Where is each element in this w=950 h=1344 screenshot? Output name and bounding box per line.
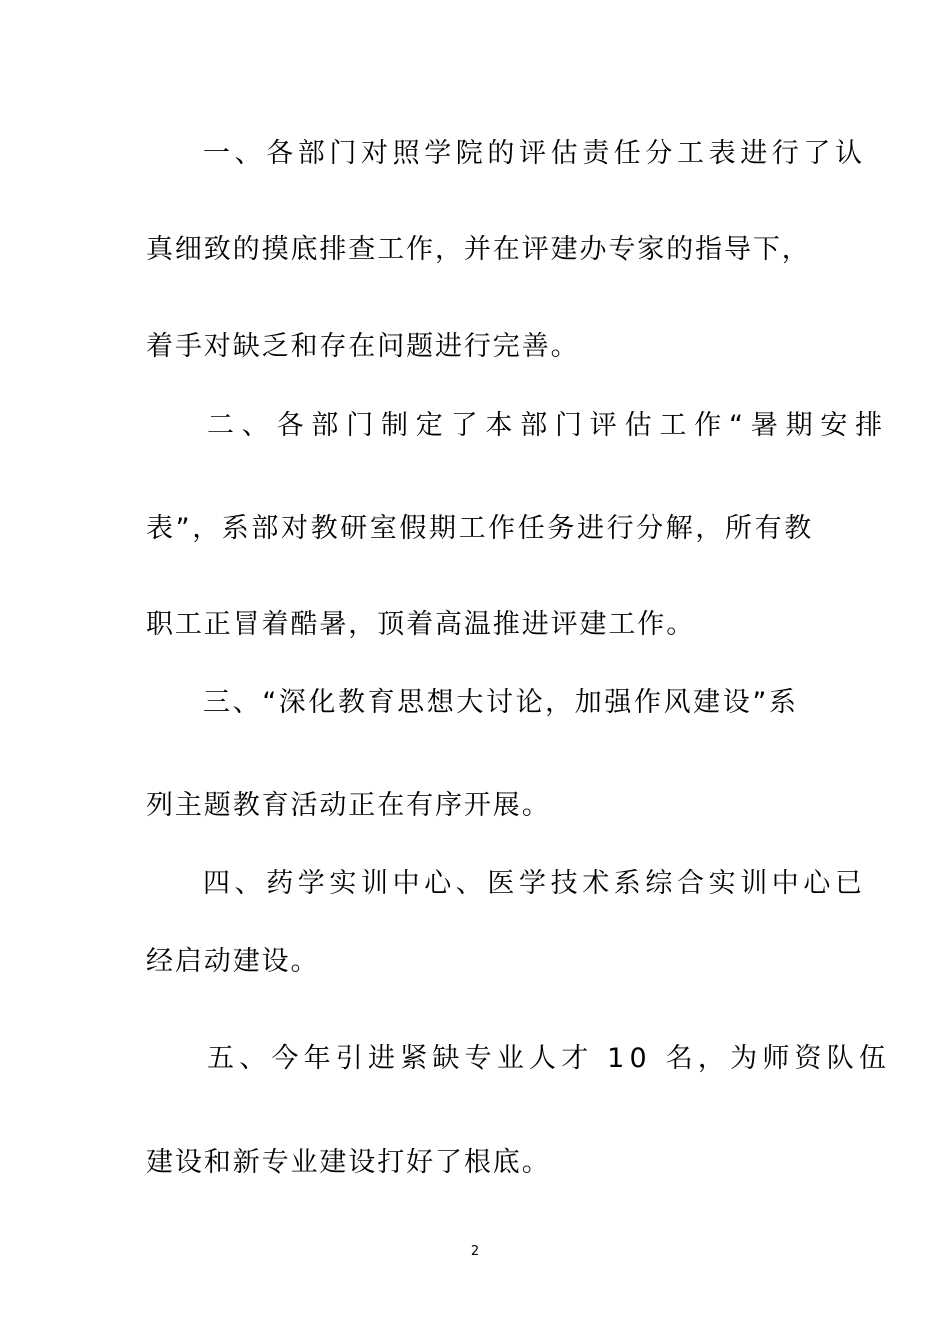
paragraph-1-line-3: 着手对缺乏和存在问题进行完善。 [146,331,580,362]
paragraph-4-line-2: 经启动建设。 [146,946,320,977]
paragraph-3-line-1: 三、“深化教育思想大讨论，加强作风建设”系 [203,687,799,718]
paragraph-2-line-2: 表”，系部对教研室假期工作任务进行分解，所有教 [146,513,814,544]
paragraph-1-line-2: 真细致的摸底排查工作，并在评建办专家的指导下， [146,234,811,265]
paragraph-1-line-1: 一、各部门对照学院的评估责任分工表进行了认 [203,138,867,169]
paragraph-5-line-2: 建设和新专业建设打好了根底。 [146,1147,551,1178]
paragraph-2-line-1: 二、各部门制定了本部门评估工作“暑期安排 [207,410,890,441]
paragraph-5-line-1: 五、今年引进紧缺专业人才 10 名，为师资队伍 [207,1043,892,1074]
page-number: 2 [470,1244,480,1259]
paragraph-4-line-1: 四、药学实训中心、医学技术系综合实训中心已 [203,868,867,899]
paragraph-3-line-2: 列主题教育活动正在有序开展。 [146,790,551,821]
paragraph-2-line-3: 职工正冒着酷暑，顶着高温推进评建工作。 [146,609,696,640]
